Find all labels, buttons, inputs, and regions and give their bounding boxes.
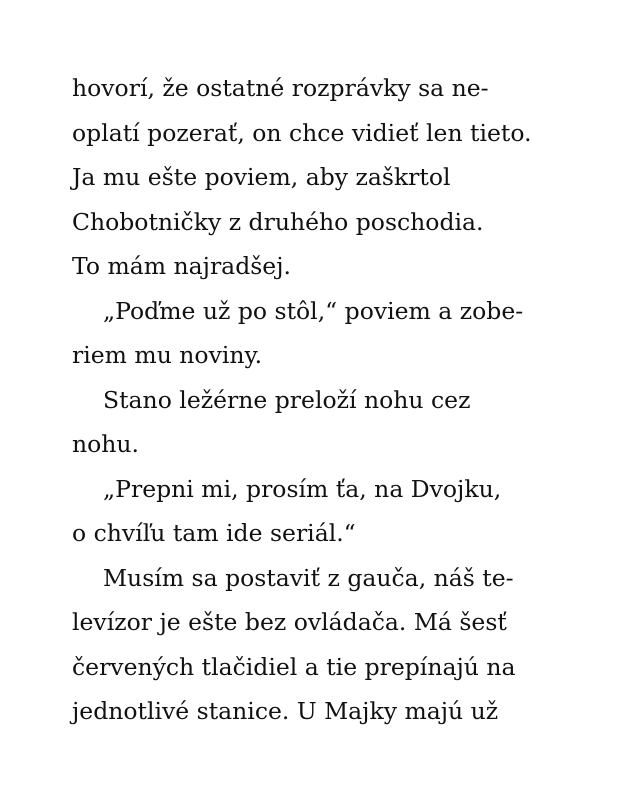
paragraph-start-line: Stano ležérne preloží nohu cez xyxy=(103,385,471,414)
paragraph-start-line: „Prepni mi, prosím ťa, na Dvojku, xyxy=(103,474,502,503)
text-line: červených tlačidiel a tie prepínajú na xyxy=(72,652,516,681)
text-line: Ja mu ešte poviem, aby zaškrtol xyxy=(72,163,451,191)
text-line: oplatí pozerať, on chce vidieť len tieto. xyxy=(72,118,532,147)
text-line: o chvíľu tam ide seriál.“ xyxy=(72,519,356,547)
text-line: levízor je ešte bez ovládača. Má šesť xyxy=(72,608,507,636)
paragraph-start-line: „Poďme už po stôl,“ poviem a zobe- xyxy=(103,296,524,325)
text-line: jednotlivé stanice. U Majky majú už xyxy=(72,697,499,725)
text-line: Chobotničky z druhého poschodia. xyxy=(72,207,484,236)
text-line: To mám najradšej. xyxy=(72,252,291,280)
page-text xyxy=(72,66,572,734)
paragraph-start-line: Musím sa postaviť z gauča, náš te- xyxy=(103,563,514,592)
text-line: riem mu noviny. xyxy=(72,341,263,369)
text-line: hovorí, že ostatné rozprávky sa ne- xyxy=(72,74,489,102)
text-line: nohu. xyxy=(72,430,140,458)
